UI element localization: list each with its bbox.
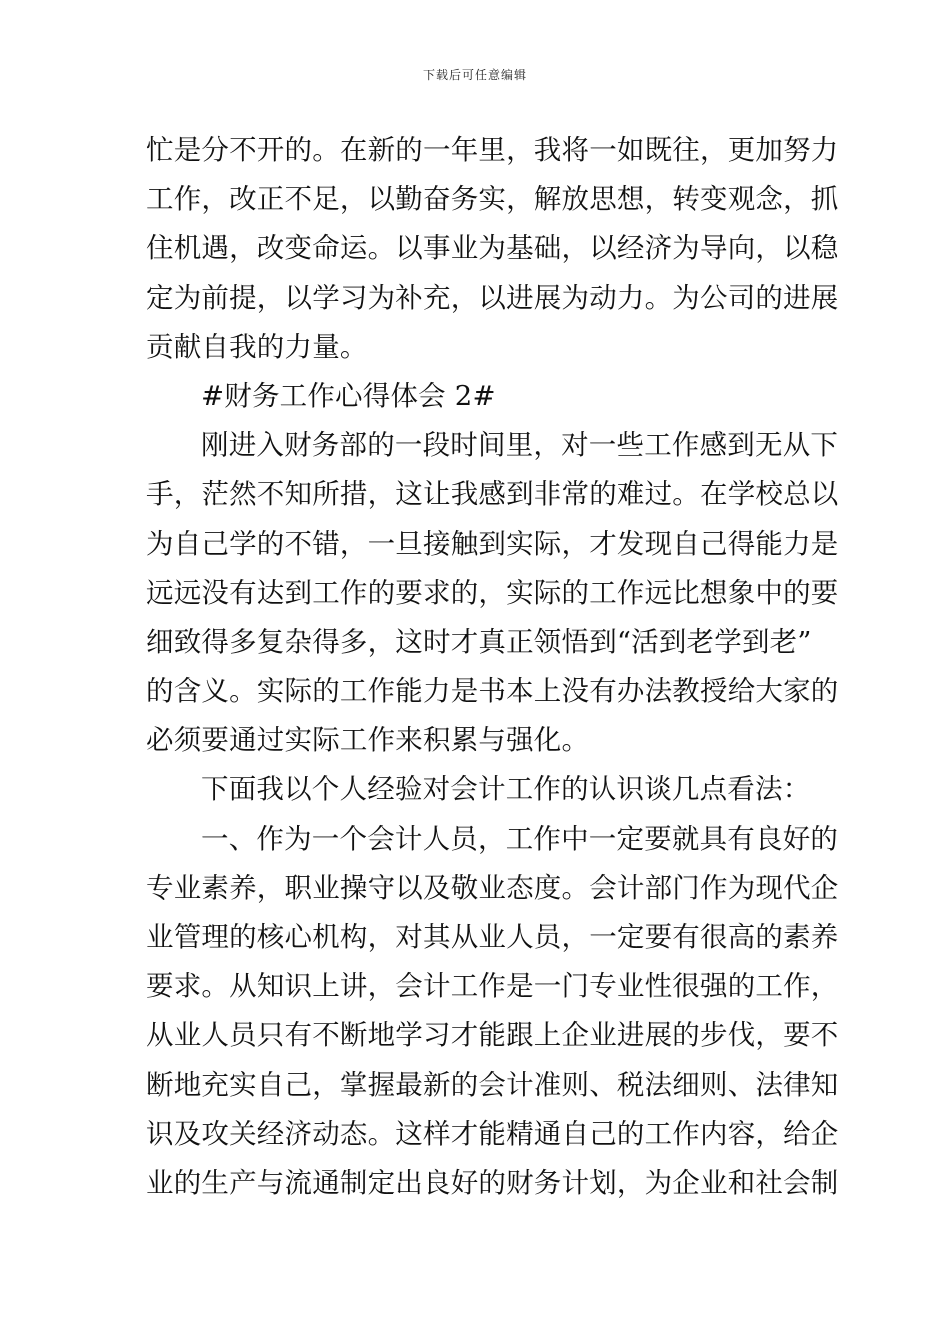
text-line: 定为前提，以学习为补充，以进展为动力。为公司的进展 [146,281,839,314]
text-line: 手，茫然不知所措，这让我感到非常的难过。在学校总以 [146,478,839,511]
text-line: 刚进入财务部的一段时间里，对一些工作感到无从下 [201,429,839,462]
text-line: 为自己学的不错，一旦接触到实际，才发现自己得能力是 [146,527,839,560]
text-line: 细致得多复杂得多，这时才真正领悟到“活到老学到老” [146,625,812,658]
text-line: 的含义。实际的工作能力是书本上没有办法教授给大家的 [146,675,839,708]
page-header: 下载后可任意编辑 [422,68,527,82]
text-line: 下面我以个人经验对会计工作的认识谈几点看法： [201,773,811,806]
text-line: 贡献自我的力量。 [146,330,368,363]
text-line: 必须要通过实际工作来积累与强化。 [146,724,590,757]
text-line: 工作，改正不足，以勤奋务实，解放思想，转变观念，抓 [146,183,839,216]
text-line: 一、作为一个会计人员，工作中一定要就具有良好的 [201,822,839,855]
text-line: 业的生产与流通制定出良好的财务计划，为企业和社会制 [146,1166,839,1199]
text-line: 断地充实自己，掌握最新的会计准则、税法细则、法律知 [146,1068,839,1101]
section-heading: #财务工作心得体会 2# [201,379,496,412]
document-body [146,126,839,1208]
text-line: 专业素养，职业操守以及敬业态度。会计部门作为现代企 [146,871,839,904]
text-line: 识及攻关经济动态。这样才能精通自己的工作内容，给企 [146,1117,839,1150]
text-line: 忙是分不开的。在新的一年里，我将一如既往，更加努力 [146,134,839,166]
text-line: 从业人员只有不断地学习才能跟上企业进展的步伐，要不 [146,1019,839,1052]
text-line: 远远没有达到工作的要求的，实际的工作远比想象中的要 [146,576,839,609]
text-line: 业管理的核心机构，对其从业人员，一定要有很高的素养 [146,921,839,953]
text-line: 住机遇，改变命运。以事业为基础，以经济为导向，以稳 [146,232,839,265]
text-line: 要求。从知识上讲，会计工作是一门专业性很强的工作， [146,970,839,1003]
